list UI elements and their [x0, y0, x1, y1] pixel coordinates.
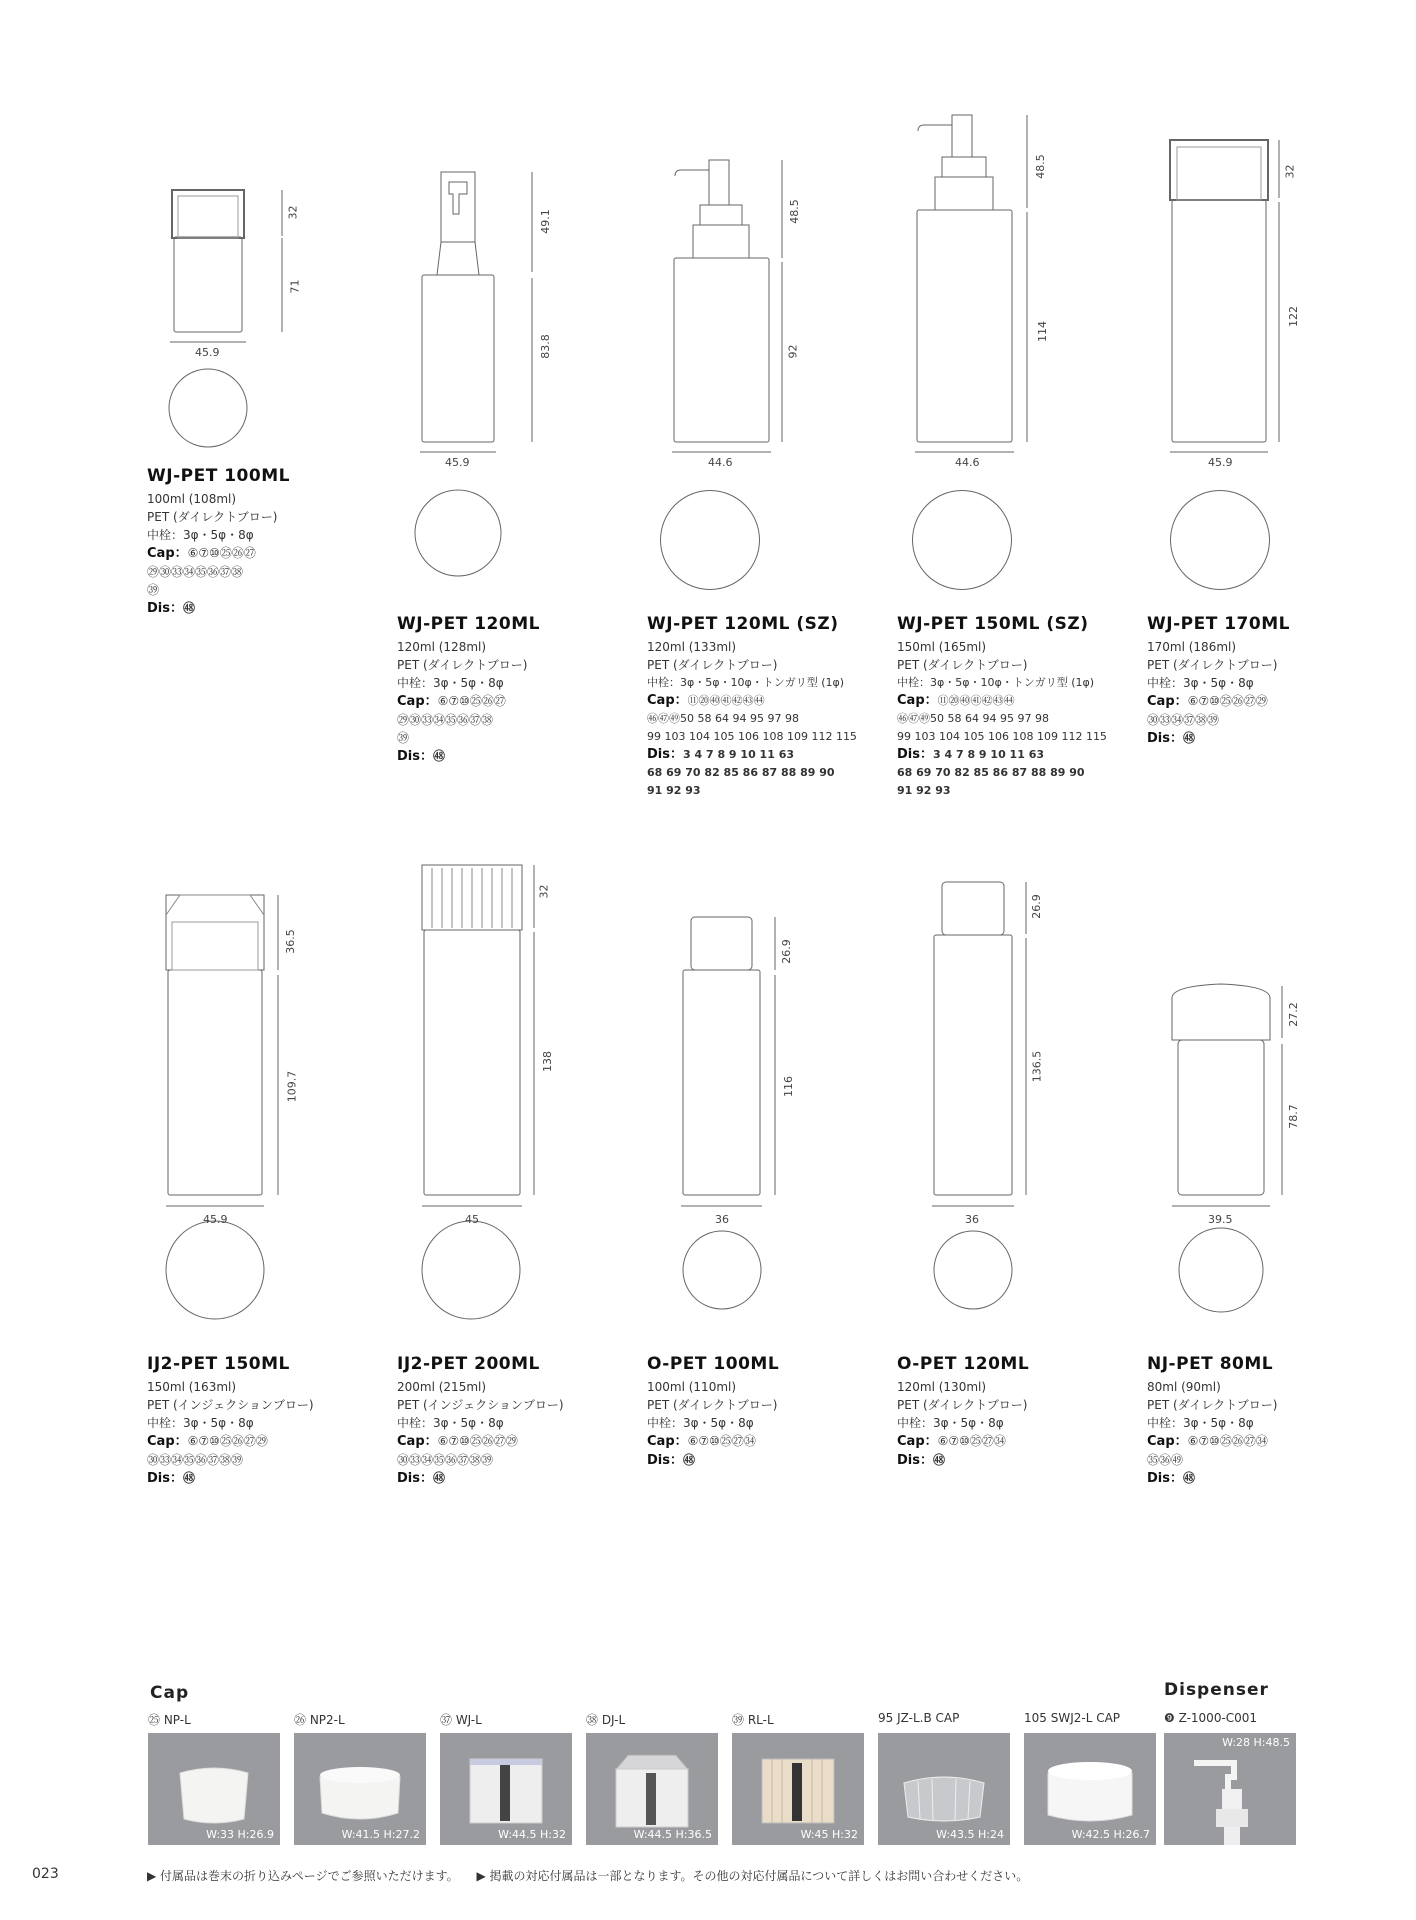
circle-outline — [660, 490, 760, 590]
tile-dim: W:28 H:48.5 — [1222, 1736, 1290, 1749]
product-info — [397, 1354, 637, 1488]
cap-label: Cap： — [897, 693, 938, 708]
product-name: NJ-PET 80ML — [1147, 1354, 1274, 1374]
tile-dim: W:45 H:32 — [800, 1828, 858, 1841]
cap-tile-swj2-l — [1024, 1711, 1156, 1845]
dispenser-tile-z1000 — [1164, 1711, 1296, 1845]
product-capacity: 170ml (186ml) — [1147, 640, 1237, 654]
circle-outline — [1170, 490, 1270, 590]
cap-list: ⑪⑳㊵㊶㊷㊸㊹ — [937, 694, 1015, 707]
product-material: PET (インジェクションブロー) — [397, 1398, 564, 1412]
dim-width: 45 — [465, 1213, 479, 1226]
dispenser-section-title: Dispenser — [1164, 1680, 1269, 1700]
cap-tile-np2-l — [294, 1711, 426, 1845]
dim-body-height: 71 — [288, 279, 302, 294]
cap-label: Cap： — [397, 694, 438, 709]
cap-tile-wj-l — [440, 1711, 572, 1845]
product-name: IJ2-PET 200ML — [397, 1354, 540, 1374]
footer-note-2: ▶ 掲載の対応付属品は一部となります。その他の対応付属品について詳しくはお問い合わせください。 — [476, 1869, 1029, 1883]
dim-body-height: 138 — [541, 1051, 554, 1072]
cap-list: ㉙㉚㉝㉞㉟㊱㊲㊳ — [147, 565, 244, 579]
bottle-body — [1178, 1040, 1264, 1195]
tile-image — [878, 1733, 1010, 1845]
tile-label: 105 SWJ2-L CAP — [1024, 1711, 1121, 1725]
dim-body-height: 114 — [1036, 321, 1049, 342]
dis-list: ㊽ — [933, 1453, 946, 1467]
tile-label: ㊳ DJ-L — [586, 1713, 626, 1727]
product-plug: 中栓：3φ・5φ・8φ — [147, 1416, 254, 1430]
bottle-body — [168, 970, 262, 1195]
dim-width: 36 — [715, 1213, 729, 1226]
dim-cap-height: 26.9 — [779, 939, 793, 964]
product-capacity: 120ml (130ml) — [897, 1380, 987, 1394]
product-capacity: 200ml (215ml) — [397, 1380, 487, 1394]
product-name: WJ-PET 120ML — [397, 614, 540, 634]
product-info — [647, 614, 887, 800]
cap-section-title: Cap — [150, 1683, 190, 1703]
dim-width: 44.6 — [955, 456, 980, 469]
product-material: PET (ダイレクトブロー) — [397, 658, 528, 672]
product-material: PET (ダイレクトブロー) — [1147, 658, 1278, 672]
product-info — [647, 1354, 887, 1470]
cap-label: Cap： — [147, 546, 188, 561]
dim-width: 45.9 — [445, 456, 470, 469]
dis-list: 68 69 70 82 85 86 87 88 89 90 — [647, 766, 835, 779]
dis-list: ㊽ — [183, 1471, 196, 1485]
product-plug: 中栓：3φ・5φ・8φ — [397, 1416, 504, 1430]
tile-label: ㊲ WJ-L — [440, 1713, 482, 1727]
dim-cap-height: 48.5 — [1033, 154, 1047, 179]
cap-tile-np-l — [148, 1711, 280, 1845]
product-name: WJ-PET 170ML — [1147, 614, 1290, 634]
dis-label: Dis： — [897, 747, 933, 762]
product-name: WJ-PET 120ML (SZ) — [647, 614, 839, 634]
tile-image — [148, 1733, 280, 1845]
cap-list: ㉚㉝㉞㉟㊱㊲㊳㊴ — [397, 1453, 494, 1467]
cap-list: ㉚㉝㉞㊲㊳㊴ — [1147, 713, 1220, 727]
cap-list: ⑥⑦⑩㉕㉖㉗ — [187, 546, 256, 560]
product-capacity: 150ml (165ml) — [897, 640, 987, 654]
dis-list: ㊽ — [183, 601, 196, 615]
cap-tile-jz-lb — [878, 1711, 1010, 1845]
dis-line — [147, 599, 387, 618]
dim-width: 45.9 — [203, 1213, 228, 1226]
dim-cap-height: 32 — [537, 884, 551, 899]
tile-label: 95 JZ-L.B CAP — [878, 1711, 960, 1725]
tile-label: ㉖ NP2-L — [294, 1713, 345, 1727]
product-info — [1147, 614, 1387, 748]
cap-line — [147, 544, 387, 563]
product-plug: 中栓：3φ・5φ・8φ — [647, 1416, 754, 1430]
tile-image — [1024, 1733, 1156, 1845]
product-name: WJ-PET 100ML — [147, 466, 290, 486]
cap-list: ㉙㉚㉝㉞㉟㊱㊲㊳ — [397, 713, 494, 727]
cap-list: ⑥⑦⑩㉕㉖㉗㉞ — [1187, 1434, 1268, 1448]
dim-body-height: 78.7 — [1286, 1104, 1300, 1129]
product-plug: 中栓：3φ・5φ・8φ — [397, 676, 504, 690]
tile-label: ㉕ NP-L — [148, 1713, 191, 1727]
product-capacity: 120ml (133ml) — [647, 640, 737, 654]
dis-list: ㊽ — [683, 1453, 696, 1467]
dim-body-height: 116 — [782, 1076, 795, 1097]
cap-list: ㊴ — [397, 731, 410, 745]
dis-label: Dis： — [1147, 1471, 1183, 1486]
product-info — [1147, 1354, 1387, 1488]
product-plug: 中栓：3φ・5φ・8φ — [147, 528, 254, 542]
dis-list: 68 69 70 82 85 86 87 88 89 90 — [897, 766, 1085, 779]
dis-list: ㊽ — [433, 749, 446, 763]
product-material: PET (ダイレクトブロー) — [897, 1398, 1028, 1412]
tile-dim: W:33 H:26.9 — [206, 1828, 274, 1841]
dim-cap-height: 49.1 — [538, 209, 552, 234]
tile-image — [294, 1733, 426, 1845]
product-plug: 中栓：3φ・5φ・8φ — [1147, 676, 1254, 690]
dis-label: Dis： — [647, 1453, 683, 1468]
product-material: PET (ダイレクトブロー) — [147, 510, 278, 524]
product-plug: 中栓：3φ・5φ・10φ・トンガリ型 (1φ) — [647, 676, 845, 689]
cap-tile-rl-l — [732, 1711, 864, 1845]
cap-list: ⑥⑦⑩㉕㉖㉗ — [437, 694, 506, 708]
dis-label: Dis： — [647, 747, 683, 762]
cap-label: Cap： — [647, 693, 688, 708]
cap-label: Cap： — [897, 1434, 938, 1449]
dim-cap-height: 36.5 — [283, 929, 297, 954]
bottle-body — [424, 930, 520, 1195]
dim-body-height: 122 — [1287, 306, 1300, 327]
cap-list: ⑥⑦⑩㉕㉖㉗㉙ — [437, 1434, 518, 1448]
dim-width: 39.5 — [1208, 1213, 1233, 1226]
product-capacity: 120ml (128ml) — [397, 640, 487, 654]
circle-outline — [912, 490, 1012, 590]
dim-body-height: 136.5 — [1030, 1050, 1044, 1083]
footer-notes — [147, 1867, 1042, 1884]
product-name: O-PET 120ML — [897, 1354, 1030, 1374]
dim-width: 36 — [965, 1213, 979, 1226]
cap-label: Cap： — [147, 1434, 188, 1449]
cap-label: Cap： — [397, 1434, 438, 1449]
dim-cap-height: 32 — [1283, 164, 1297, 179]
dis-label: Dis： — [397, 749, 433, 764]
cap-list: ㉚㉝㉞㉟㊱㊲㊳㊴ — [147, 1453, 244, 1467]
bottle-cap — [942, 882, 1004, 935]
page-number: 023 — [32, 1866, 59, 1882]
cap-list: ⑪⑳㊵㊶㊷㊸㊹ — [687, 694, 765, 707]
cap-label: Cap： — [647, 1434, 688, 1449]
product-info — [897, 614, 1137, 800]
product-material: PET (ダイレクトブロー) — [647, 658, 778, 672]
bottle-drawing — [397, 0, 637, 600]
product-plug: 中栓：3φ・5φ・8φ — [1147, 1416, 1254, 1430]
tile-dim: W:44.5 H:32 — [498, 1828, 566, 1841]
product-capacity: 100ml (108ml) — [147, 492, 237, 506]
tile-dim: W:42.5 H:26.7 — [1071, 1828, 1150, 1841]
dis-list: 91 92 93 — [897, 784, 951, 797]
dim-cap-height: 27.2 — [1286, 1002, 1300, 1027]
dis-label: Dis： — [897, 1453, 933, 1468]
product-material: PET (ダイレクトブロー) — [647, 1398, 778, 1412]
dis-list: 3 4 7 8 9 10 11 63 — [683, 748, 794, 761]
cap-list: 99 103 104 105 106 108 109 112 115 — [897, 730, 1107, 743]
product-plug: 中栓：3φ・5φ・8φ — [897, 1416, 1004, 1430]
product-capacity: 150ml (163ml) — [147, 1380, 237, 1394]
dim-body-height: 92 — [786, 344, 800, 359]
cap-list: ⑥⑦⑩㉕㉗㉞ — [937, 1434, 1006, 1448]
bottle-cap — [166, 895, 264, 970]
dim-cap-height: 48.5 — [787, 199, 801, 224]
tile-label: ❾ Z-1000-C001 — [1164, 1711, 1258, 1725]
product-material: PET (インジェクションブロー) — [147, 1398, 314, 1412]
dim-width: 44.6 — [708, 456, 733, 469]
product-info — [147, 466, 387, 618]
tile-label: ㊴ RL-L — [732, 1713, 774, 1727]
tile-image — [586, 1733, 718, 1845]
dim-body-height: 83.8 — [538, 334, 552, 359]
dis-label: Dis： — [397, 1471, 433, 1486]
product-info — [897, 1354, 1137, 1470]
tile-dim: W:44.5 H:36.5 — [633, 1828, 712, 1841]
cap-list: ㊻㊼㊾50 58 64 94 95 97 98 — [897, 712, 1049, 725]
tile-image — [1164, 1733, 1296, 1845]
product-material: PET (ダイレクトブロー) — [1147, 1398, 1278, 1412]
dis-label: Dis： — [1147, 731, 1183, 746]
cap-label: Cap： — [1147, 694, 1188, 709]
cap-label: Cap： — [1147, 1434, 1188, 1449]
cap-list: ㉟㊱㊾ — [1147, 1453, 1184, 1467]
cap-tile-dj-l — [586, 1711, 718, 1845]
tile-image — [732, 1733, 864, 1845]
dis-label: Dis： — [147, 1471, 183, 1486]
tile-image — [440, 1733, 572, 1845]
product-plug: 中栓：3φ・5φ・10φ・トンガリ型 (1φ) — [897, 676, 1095, 689]
dis-list: ㊽ — [1183, 1471, 1196, 1485]
product-capacity: 100ml (110ml) — [647, 1380, 737, 1394]
cap-list: ㊴ — [147, 583, 160, 597]
product-material: PET (ダイレクトブロー) — [897, 658, 1028, 672]
product-info — [397, 614, 637, 766]
product-info — [147, 1354, 387, 1488]
bottle-cap — [691, 917, 752, 970]
dis-list: 91 92 93 — [647, 784, 701, 797]
bottle-body — [934, 935, 1012, 1195]
tile-dim: W:43.5 H:24 — [936, 1828, 1004, 1841]
product-name: O-PET 100ML — [647, 1354, 780, 1374]
product-name: IJ2-PET 150ML — [147, 1354, 290, 1374]
dis-list: ㊽ — [433, 1471, 446, 1485]
cap-list: ⑥⑦⑩㉕㉗㉞ — [687, 1434, 756, 1448]
cap-list: ㊻㊼㊾50 58 64 94 95 97 98 — [647, 712, 799, 725]
bottle-body — [683, 970, 760, 1195]
dim-width: 45.9 — [195, 346, 220, 359]
cap-list: 99 103 104 105 106 108 109 112 115 — [647, 730, 857, 743]
dim-body-height: 109.7 — [285, 1070, 299, 1103]
footer-note-1: ▶ 付属品は巻末の折り込みページでご参照いただけます。 — [147, 1869, 459, 1883]
dis-list: 3 4 7 8 9 10 11 63 — [933, 748, 1044, 761]
cap-list: ⑥⑦⑩㉕㉖㉗㉙ — [187, 1434, 268, 1448]
dim-width: 45.9 — [1208, 456, 1233, 469]
product-capacity: 80ml (90ml) — [1147, 1380, 1221, 1394]
tile-dim: W:41.5 H:27.2 — [341, 1828, 420, 1841]
dis-label: Dis： — [147, 601, 183, 616]
dim-cap-height: 26.9 — [1029, 894, 1043, 919]
dis-list: ㊽ — [1183, 731, 1196, 745]
product-name: WJ-PET 150ML (SZ) — [897, 614, 1089, 634]
dim-cap-height: 32 — [286, 205, 300, 220]
cap-list: ⑥⑦⑩㉕㉖㉗㉙ — [1187, 694, 1268, 708]
